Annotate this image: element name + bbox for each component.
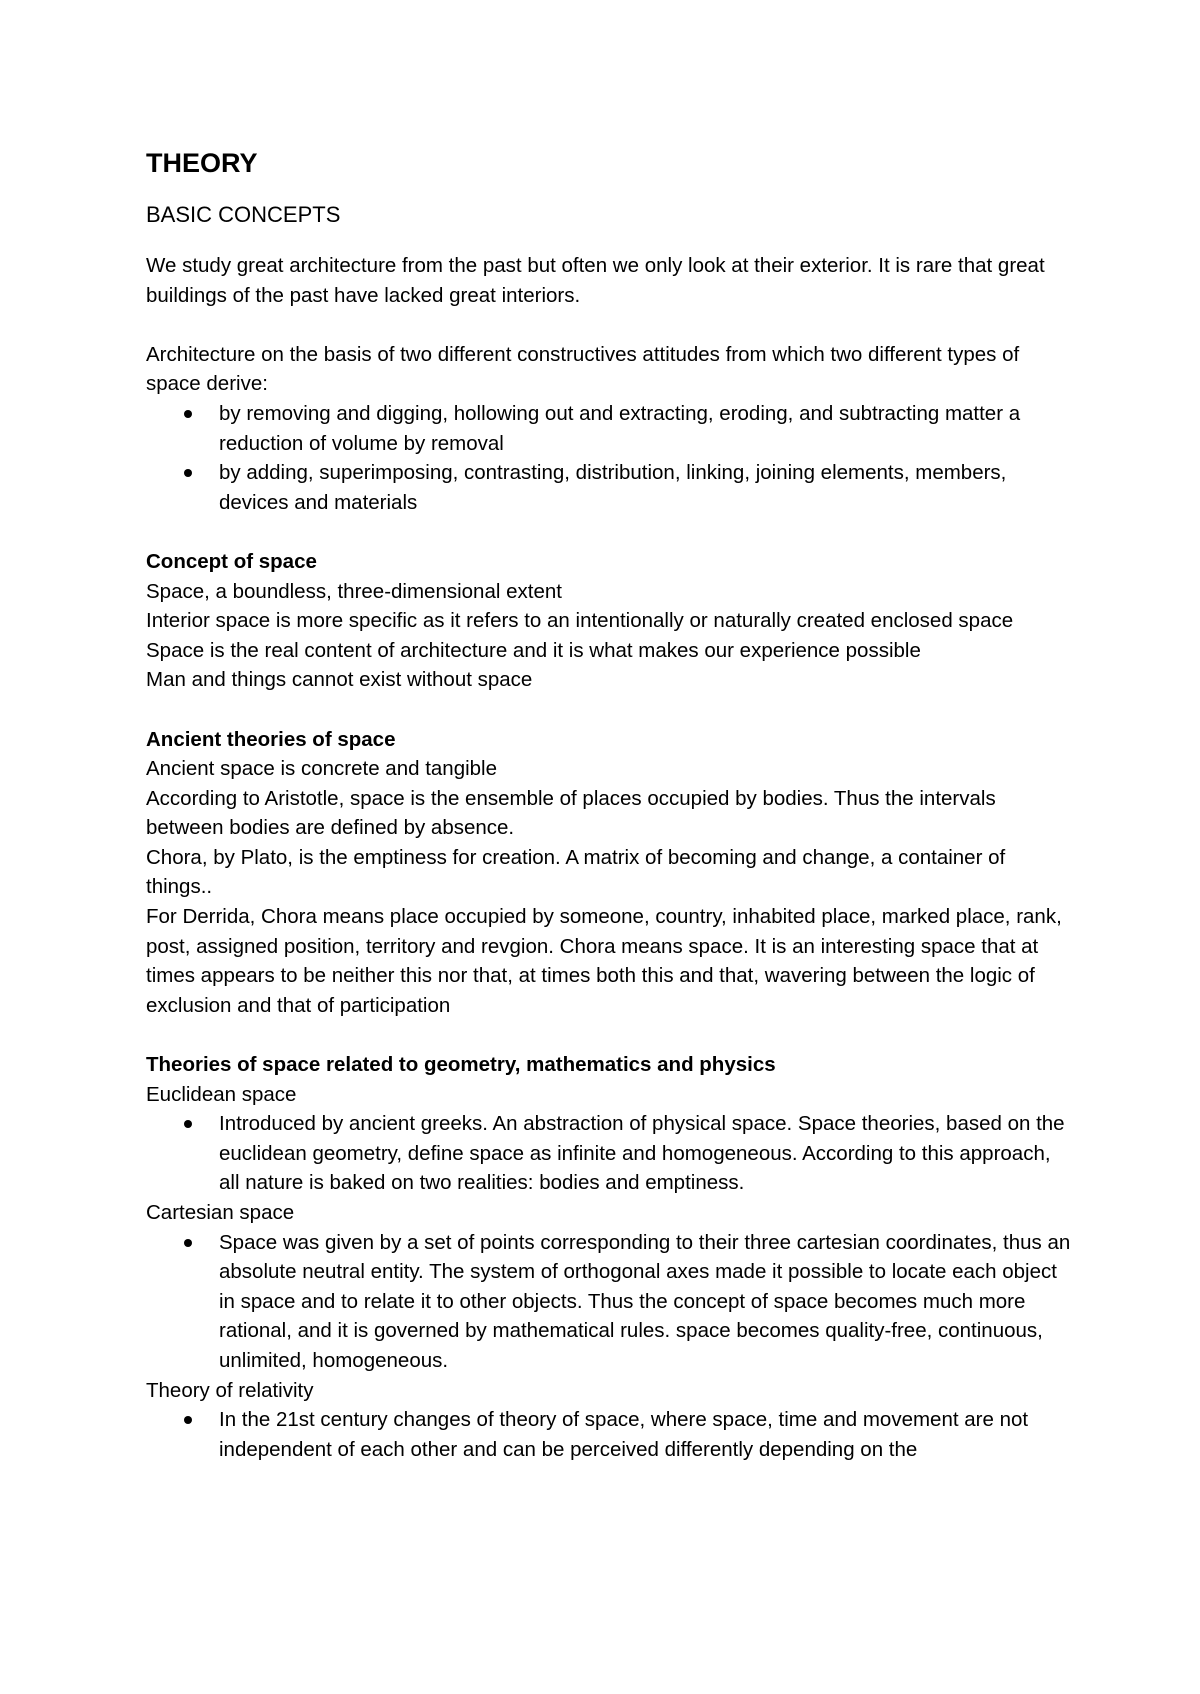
bullet-list [146, 1228, 1076, 1376]
list-item-text: In the 21st century changes of theory of space, where space, time and movement are not independent of each other and can be perceived differently depending on the [219, 1408, 1029, 1461]
body-line: Chora, by Plato, is the emptiness for creation. A matrix of becoming and change, a container of things.. [146, 845, 1006, 899]
document-title: THEORY [146, 148, 258, 178]
document-page [146, 140, 1076, 1464]
bullet-icon [184, 1416, 192, 1424]
list-item [146, 1109, 1076, 1198]
section-heading: Theories of space related to geometry, mathematics and physics [146, 1053, 776, 1077]
list-item-text: Space was given by a set of points corresponding to their three cartesian coordinates, thus an absolute neutral entity. The system of orthogonal axes made it possible to locate each object in space and to relate it to other objects. Thus the concept of space becomes much more rational, and it is governed by mathematical rules. space becomes quality-free, continuous, unlimited, homogeneous. [219, 1230, 1071, 1372]
subsection-label: Theory of relativity [146, 1378, 314, 1402]
bullet-list [146, 399, 1076, 517]
intro-paragraph: Architecture on the basis of two different constructives attitudes from which two different types of space derive: [146, 342, 1020, 396]
body-line: Interior space is more specific as it refers to an intentionally or naturally created enclosed space [146, 609, 1014, 633]
spacer [146, 1020, 1076, 1050]
bullet-list [146, 1109, 1076, 1198]
bullet-list [146, 1405, 1076, 1464]
list-item [146, 1405, 1076, 1464]
bullet-icon [184, 1120, 192, 1128]
body-line: Space is the real content of architecture and it is what makes our experience possible [146, 638, 921, 662]
intro-paragraph: We study great architecture from the past but often we only look at their exterior. It is rare that great buildings of the past have lacked great interiors. [146, 254, 1045, 307]
spacer [146, 517, 1076, 547]
subsection-label: Euclidean space [146, 1082, 297, 1106]
section-title: BASIC CONCEPTS [146, 202, 341, 227]
bullet-icon [184, 1239, 192, 1247]
section-heading: Ancient theories of space [146, 727, 396, 751]
body-line: Space, a boundless, three-dimensional extent [146, 579, 562, 603]
bullet-icon [184, 469, 192, 477]
bullet-icon [184, 410, 192, 418]
list-item-text: Introduced by ancient greeks. An abstraction of physical space. Space theories, based on the euclidean geometry, define space as infinite and homogeneous. According to this approach, all nature is baked on two realities: bodies and emptiness. [219, 1112, 1065, 1195]
body-line: According to Aristotle, space is the ensemble of places occupied by bodies. Thus the intervals between bodies are defined by absence. [146, 786, 996, 840]
list-item [146, 399, 1076, 458]
list-item [146, 1228, 1076, 1376]
body-line: For Derrida, Chora means place occupied by someone, country, inhabited place, marked place, rank, post, assigned position, territory and revgion. Chora means space. It is an interesting space that at times appears to be neither this nor that, at times both this and that, wavering between the logic of exclusion and that of participation [146, 905, 1062, 1017]
spacer [146, 695, 1076, 725]
list-item [146, 458, 1076, 517]
spacer [146, 310, 1076, 340]
body-line: Ancient space is concrete and tangible [146, 757, 498, 781]
list-item-text: by removing and digging, hollowing out and extracting, eroding, and subtracting matter a reduction of volume by removal [219, 401, 1021, 455]
body-line: Man and things cannot exist without space [146, 668, 533, 692]
list-item-text: by adding, superimposing, contrasting, distribution, linking, joining elements, members, devices and materials [219, 461, 1007, 514]
section-heading: Concept of space [146, 549, 317, 573]
subsection-label: Cartesian space [146, 1201, 295, 1224]
